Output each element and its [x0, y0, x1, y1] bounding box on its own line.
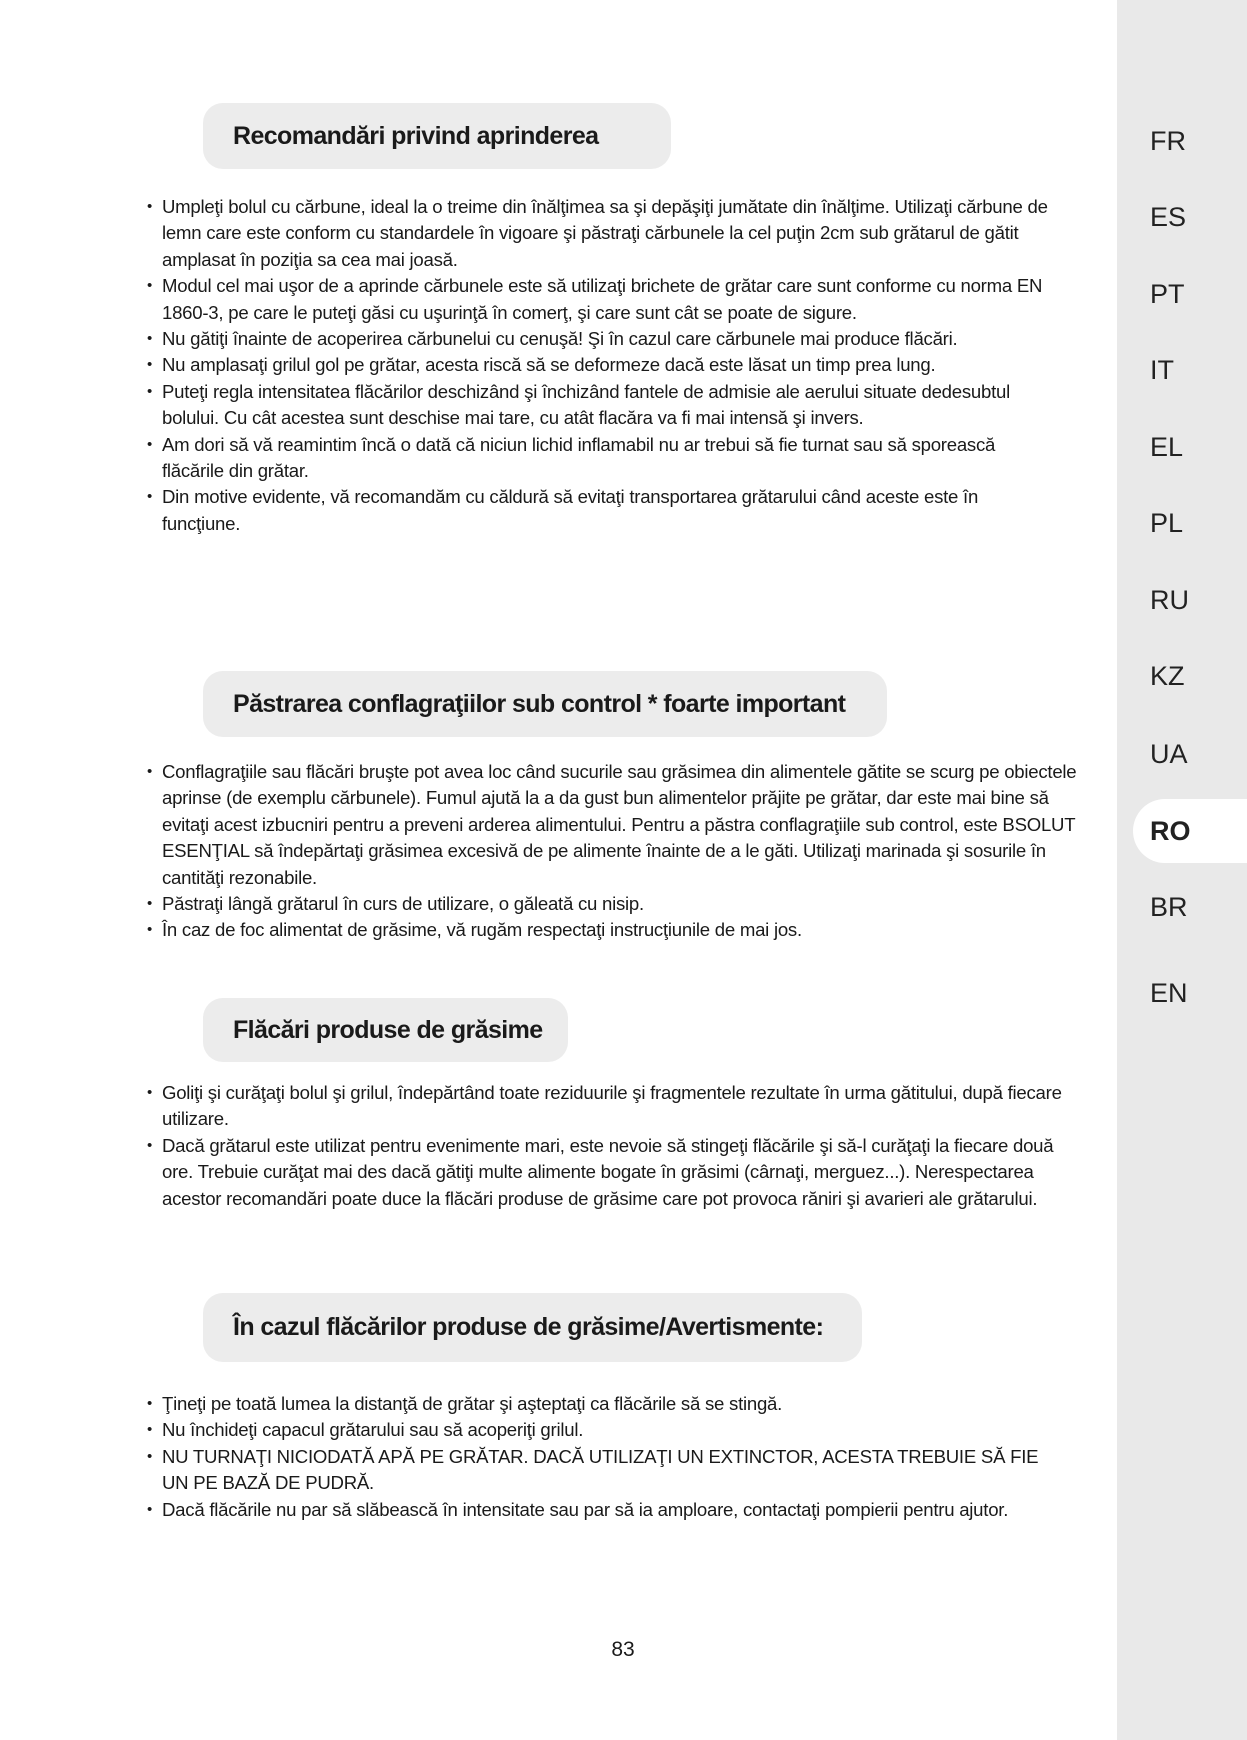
language-tab-ru[interactable]: RU [1150, 585, 1189, 615]
list-item: • Dacă grătarul este utilizat pentru evenimente mari, este nevoie să stingeţi flăcările şi să-l curăţaţi la fiecare două ore. Trebuie curăţat mai des dacă gătiţi multe alimente bogate în grăsimi (cârnaţi, merguez...). Nerespectarea acestor recomandări poate duce la flăcări produse de grăsime care pot provoca răniri şi avarieri ale grătarului. [148, 1133, 1068, 1212]
section-heading-lighting: Recomandări privind aprinderea [203, 103, 671, 169]
list-item: • În caz de foc alimentat de grăsime, vă rugăm respectaţi instrucţiunile de mai jos. [148, 917, 1078, 943]
page-number: 83 [611, 1638, 635, 1661]
grease-fires-list [148, 1080, 1068, 1212]
list-item: • Puteţi regla intensitatea flăcărilor deschizând şi închizând fantele de admisie ale aerului situate dedesubtul bolului. Cu cât acestea sunt deschise mai tare, cu atât flacăra va fi mai intensă şi invers. [148, 379, 1058, 432]
section-heading-grease-fires: Flăcări produse de grăsime [203, 998, 568, 1062]
language-tab-it[interactable]: IT [1150, 355, 1174, 385]
language-tab-br[interactable]: BR [1150, 892, 1188, 922]
list-item: • Păstraţi lângă grătarul în curs de utilizare, o găleată cu nisip. [148, 891, 1078, 917]
language-sidebar [1117, 0, 1247, 1740]
list-item: • NU TURNAŢI NICIODATĂ APĂ PE GRĂTAR. DACĂ UTILIZAŢI UN EXTINCTOR, ACESTA TREBUIE SĂ FIE UN PE BAZĂ DE PUDRĂ. [148, 1444, 1068, 1497]
language-tab-en[interactable]: EN [1150, 978, 1188, 1008]
list-item: • Nu amplasaţi grilul gol pe grătar, acesta riscă să se deformeze dacă este lăsat un timp prea lung. [148, 352, 1058, 378]
lighting-list [148, 194, 1058, 537]
list-item: • Conflagraţiile sau flăcări bruşte pot avea loc când sucurile sau grăsimea din alimentele gătite se scurg pe obiectele aprinse (de exemplu cărbunele). Fumul ajută la a da gust bun alimentelor prăjite pe grătar, dar este mai bine să evitaţi acest izbucniri pentru a preveni arderea alimentului. Pentru a păstra conflagraţiile sub control, este BSOLUT ESENŢIAL să îndepărtaţi grăsimea excesivă de pe alimente înainte de a le găti. Utilizaţi marinada şi sosurile în cantităţi rezonabile. [148, 759, 1078, 891]
list-item: • Nu închideţi capacul grătarului sau să acoperiţi grilul. [148, 1417, 1068, 1443]
list-item: • Goliţi şi curăţaţi bolul şi grilul, îndepărtând toate reziduurile şi fragmentele rezultate în urma gătitului, după fiecare utilizare. [148, 1080, 1068, 1133]
language-tab-fr[interactable]: FR [1150, 126, 1186, 156]
language-tab-el[interactable]: EL [1150, 432, 1184, 462]
list-item: • Modul cel mai uşor de a aprinde cărbunele este să utilizaţi brichete de grătar care sunt conforme cu norma EN 1860-3, pe care le puteţi găsi cu uşurinţă în comerţ, şi care sunt cât se poate de sigure. [148, 273, 1058, 326]
list-item: • Am dori să vă reamintim încă o dată că niciun lichid inflamabil nu ar trebui să fie turnat sau să sporească flăcările din grătar. [148, 432, 1058, 485]
language-tab-es[interactable]: ES [1150, 202, 1187, 232]
list-item: • Din motive evidente, vă recomandăm cu căldură să evitaţi transportarea grătarului când aceste este în funcţiune. [148, 484, 1058, 537]
list-item: • Ţineţi pe toată lumea la distanţă de grătar şi aşteptaţi ca flăcările să se stingă. [148, 1391, 1068, 1417]
language-tab-pt[interactable]: PT [1150, 279, 1185, 309]
list-item: • Dacă flăcările nu par să slăbească în intensitate sau par să ia amploare, contactaţi pompierii pentru ajutor. [148, 1497, 1068, 1523]
language-tab-ro-active[interactable]: RO [1133, 799, 1247, 863]
language-tab-pl[interactable]: PL [1150, 508, 1184, 538]
section-heading-warnings: În cazul flăcărilor produse de grăsime/Avertismente: [203, 1293, 862, 1362]
flare-control-list [148, 759, 1078, 944]
section-heading-flare-control: Păstrarea conflagraţiilor sub control * foarte important [203, 671, 887, 737]
list-item: • Nu gătiţi înainte de acoperirea cărbunelui cu cenuşă! Şi în cazul care cărbunele mai produce flăcări. [148, 326, 1058, 352]
warnings-list [148, 1391, 1068, 1523]
list-item: • Umpleţi bolul cu cărbune, ideal la o treime din înălţimea sa şi depăşiţi jumătate din înălţime. Utilizaţi cărbune de lemn care este conform cu standardele în vigoare şi păstraţi cărbunele la cel puţin 2cm sub grătarul de gătit amplasat în poziţia sa cea mai joasă. [148, 194, 1058, 273]
language-tab-ua[interactable]: UA [1150, 739, 1188, 769]
language-tab-kz[interactable]: KZ [1150, 661, 1185, 691]
